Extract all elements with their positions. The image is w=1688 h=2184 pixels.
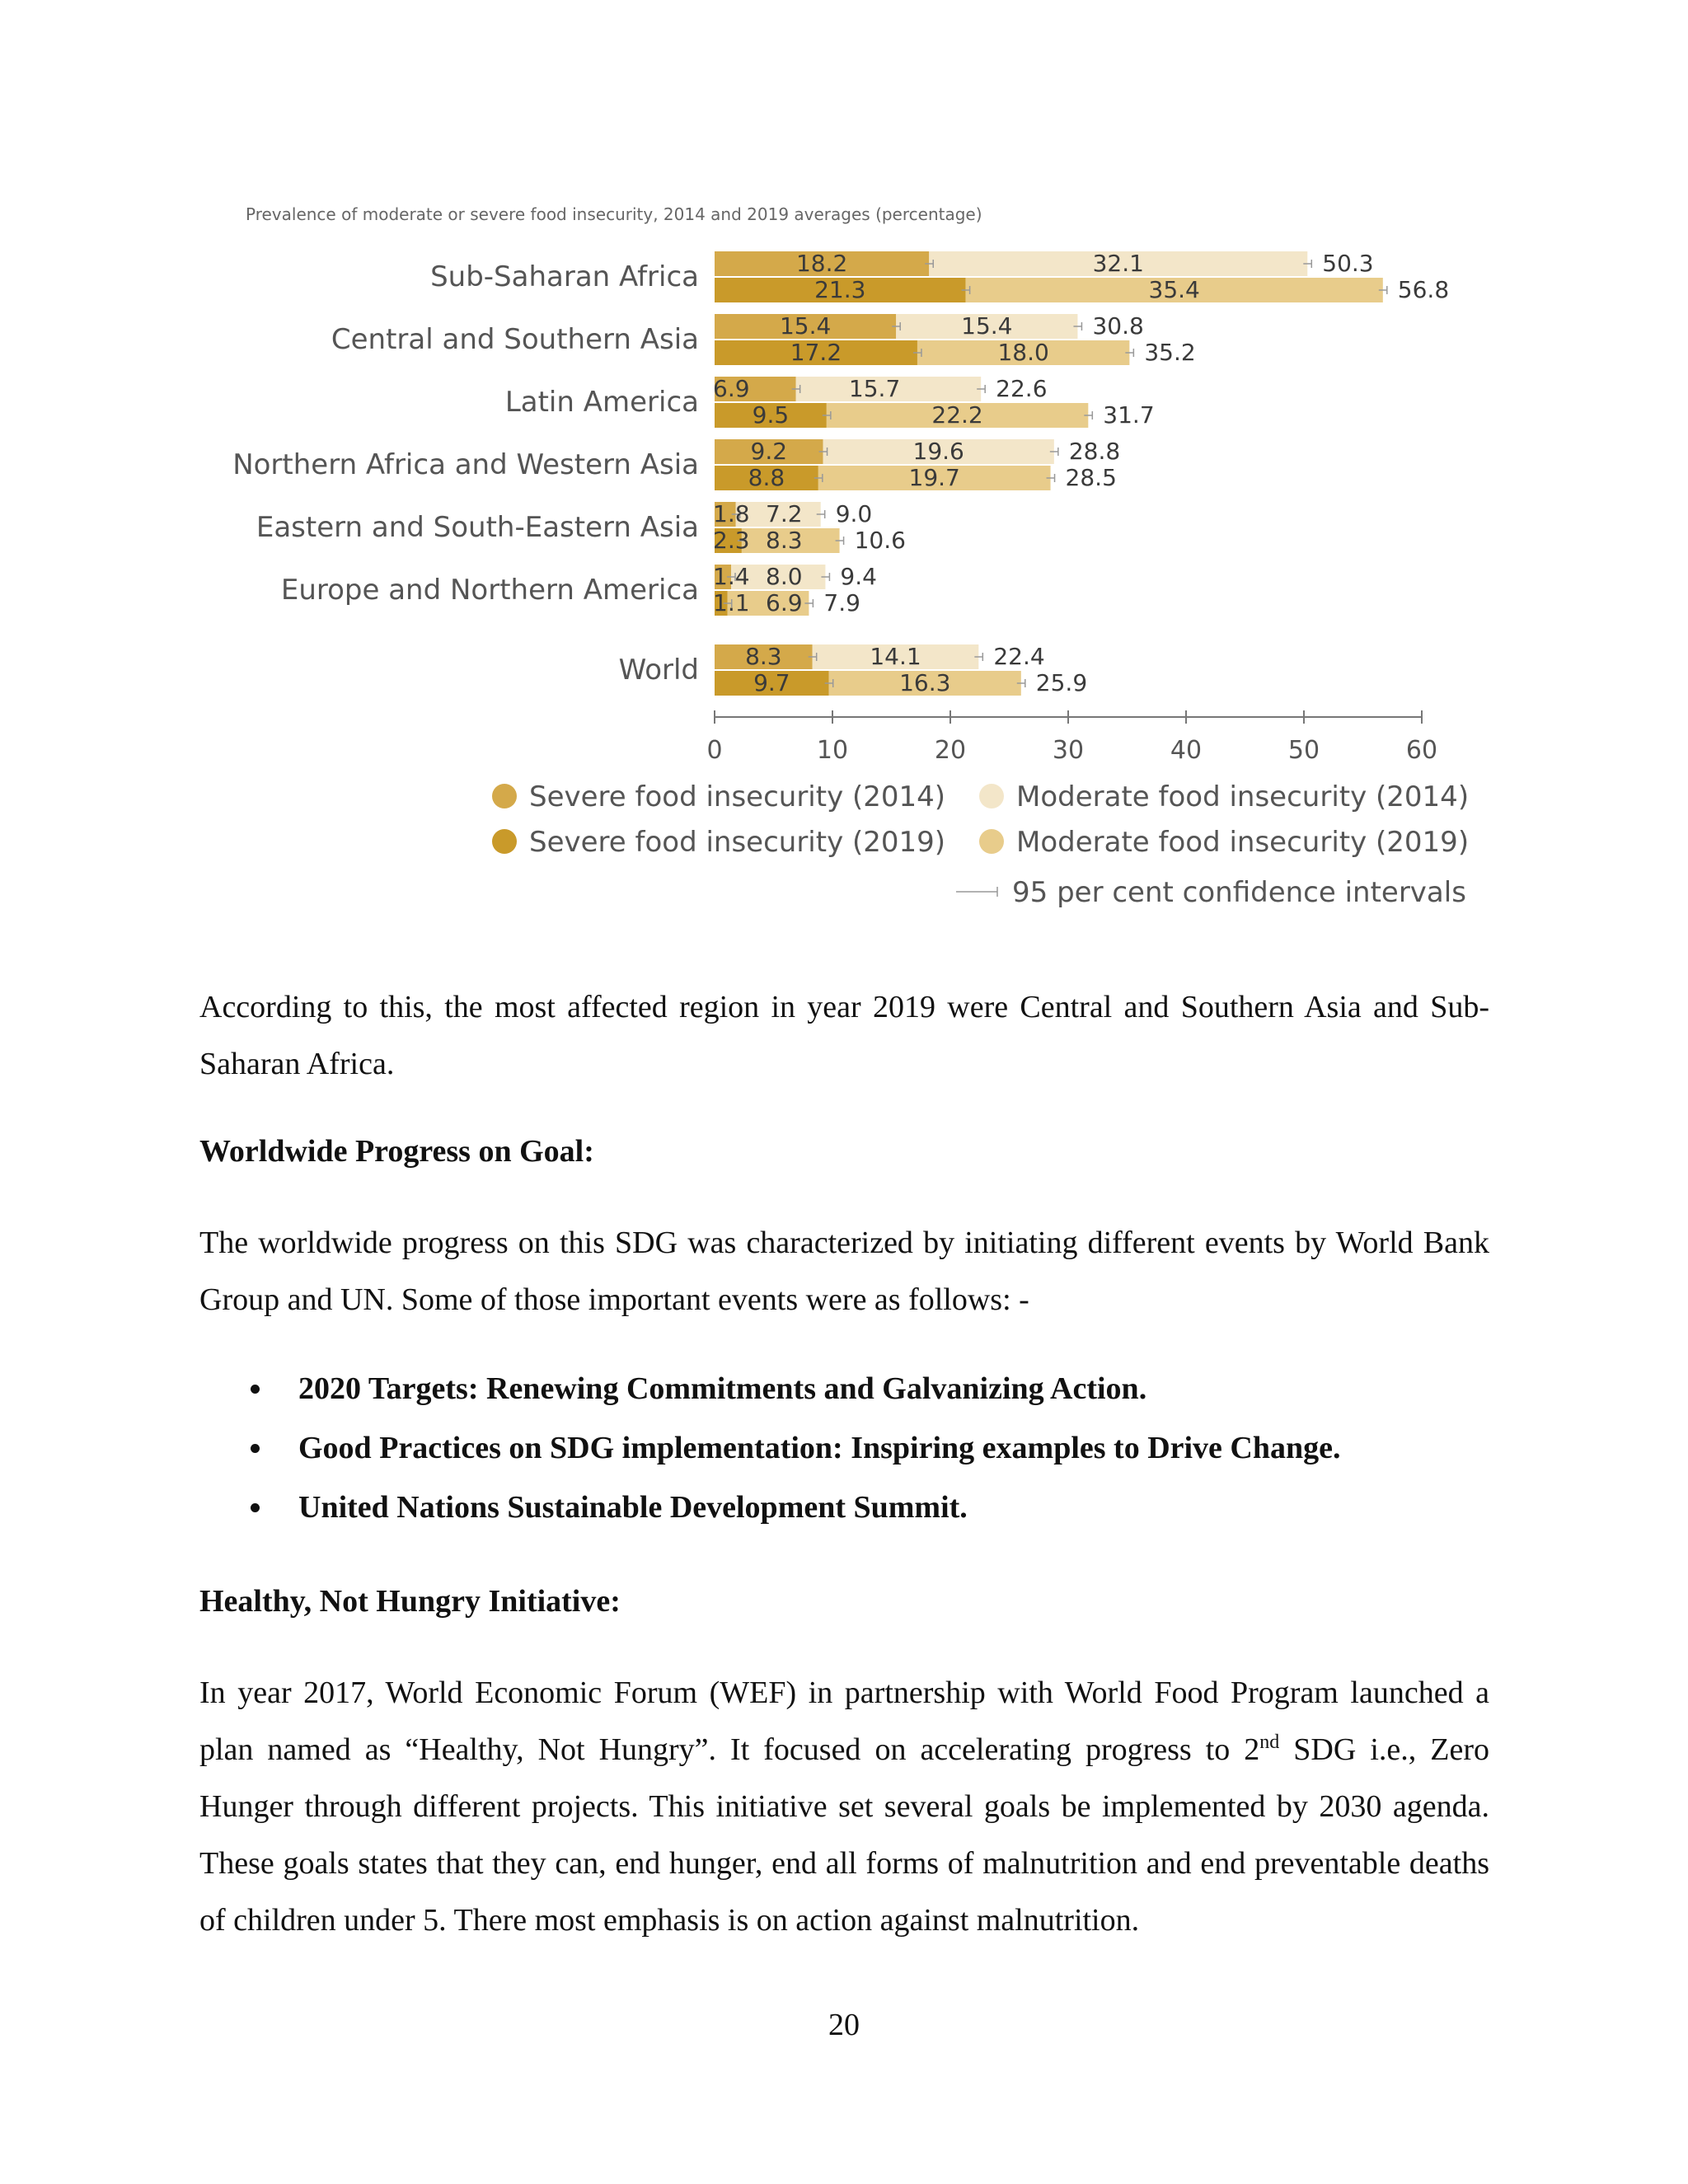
severe-value-label: 21.3 <box>814 276 866 303</box>
moderate-value-label: 35.4 <box>1148 276 1200 303</box>
moderate-value-label: 22.2 <box>931 401 983 429</box>
total-value-label: 50.3 <box>1322 250 1374 277</box>
ordinal-suffix: nd <box>1259 1732 1280 1753</box>
total-value-label: 22.4 <box>993 643 1045 670</box>
severe-value-label: 1.4 <box>713 563 750 590</box>
paragraph-healthy-not-hungry <box>199 1665 1489 1949</box>
legend-swatch <box>492 784 517 808</box>
list-item <box>199 1487 1489 1546</box>
heading-worldwide-progress: Worldwide Progress on Goal: <box>199 1134 594 1169</box>
category-label: Sub-Saharan Africa <box>430 260 699 293</box>
moderate-value-label: 14.1 <box>870 643 921 670</box>
food-insecurity-chart <box>0 0 1688 940</box>
moderate-value-label: 19.6 <box>912 438 964 465</box>
chart-svg <box>0 0 1688 940</box>
bullet-icon <box>251 1385 260 1394</box>
legend-swatch <box>492 829 517 854</box>
total-value-label: 9.4 <box>840 563 877 590</box>
paragraph-text-end: SDG i.e., Zero Hunger through different projects. This initiative set several goals be implemented by 2030 agenda. These goals states that they can, end hunger, end all forms of malnutrition and end preventable deaths of children under 5. There most emphasis is on action against malnutrition. <box>199 1732 1489 1938</box>
total-value-label: 7.9 <box>823 589 860 616</box>
events-list <box>199 1368 1489 1546</box>
moderate-value-label: 15.7 <box>848 375 901 402</box>
severe-value-label: 1.8 <box>713 500 750 527</box>
paragraph-most-affected: According to this, the most affected region in year 2019 were Central and Southern Asia and Sub-Saharan Africa. <box>199 990 1489 1081</box>
moderate-value-label: 8.0 <box>766 563 803 590</box>
heading-healthy-not-hungry: Healthy, Not Hungry Initiative: <box>199 1584 621 1619</box>
list-item-text: United Nations Sustainable Development Summit. <box>298 1490 968 1525</box>
legend-label: Severe food insecurity (2014) <box>529 780 946 813</box>
paragraph-text-start: In year 2017, World Economic Forum (WEF) in partnership with World Food Program launched a plan named as “Healthy, Not Hungry”. It focused on accelerating progress to 2 <box>199 1675 1489 1767</box>
severe-value-label: 2.3 <box>713 527 750 554</box>
total-value-label: 35.2 <box>1144 339 1196 366</box>
severe-value-label: 17.2 <box>790 339 842 366</box>
severe-value-label: 18.2 <box>795 250 848 277</box>
legend-label: Severe food insecurity (2019) <box>529 826 946 859</box>
paragraph-worldwide-progress: The worldwide progress on this SDG was characterized by initiating different events by World Bank Group and UN. Some of those important events were as follows: - <box>199 1226 1489 1317</box>
x-tick-label: 60 <box>1405 736 1438 765</box>
x-tick-label: 30 <box>1052 736 1085 765</box>
severe-value-label: 9.5 <box>752 401 790 429</box>
severe-value-label: 9.7 <box>753 669 790 696</box>
total-value-label: 9.0 <box>835 500 873 527</box>
category-label: Latin America <box>504 386 699 419</box>
total-value-label: 30.8 <box>1092 312 1144 340</box>
bullet-icon <box>251 1444 260 1453</box>
moderate-value-label: 6.9 <box>766 589 803 616</box>
moderate-value-label: 15.4 <box>961 312 1013 340</box>
x-tick-label: 40 <box>1170 736 1203 765</box>
x-tick-label: 20 <box>934 736 967 765</box>
severe-value-label: 9.2 <box>750 438 788 465</box>
list-item <box>199 1427 1489 1487</box>
severe-value-label: 8.8 <box>748 464 785 491</box>
x-tick-label: 0 <box>706 736 723 765</box>
severe-value-label: 6.9 <box>713 375 750 402</box>
moderate-value-label: 8.3 <box>766 527 803 554</box>
page-number: 20 <box>828 2008 860 2042</box>
category-label: Northern Africa and Western Asia <box>232 448 699 481</box>
legend-label: Moderate food insecurity (2014) <box>1016 780 1470 813</box>
severe-value-label: 15.4 <box>779 312 832 340</box>
severe-value-label: 1.1 <box>713 589 750 616</box>
total-value-label: 56.8 <box>1397 276 1450 303</box>
bullet-icon <box>251 1503 260 1512</box>
severe-value-label: 8.3 <box>745 643 782 670</box>
legend-swatch <box>979 829 1004 854</box>
ci-legend-label: 95 per cent confidence intervals <box>1012 876 1466 909</box>
total-value-label: 10.6 <box>854 527 906 554</box>
category-label: World <box>618 654 699 687</box>
chart-title: Prevalence of moderate or severe food insecurity, 2014 and 2019 averages (percentage) <box>246 204 982 224</box>
list-item-text: 2020 Targets: Renewing Commitments and Galvanizing Action. <box>298 1371 1147 1406</box>
list-item-text: Good Practices on SDG implementation: Inspiring examples to Drive Change. <box>298 1431 1341 1465</box>
x-tick-label: 50 <box>1287 736 1320 765</box>
legend-label: Moderate food insecurity (2019) <box>1016 826 1470 859</box>
moderate-value-label: 7.2 <box>766 500 803 527</box>
category-label: Europe and Northern America <box>280 574 699 607</box>
list-item <box>199 1368 1489 1427</box>
category-label: Eastern and South-Eastern Asia <box>256 511 699 544</box>
total-value-label: 28.5 <box>1065 464 1117 491</box>
moderate-value-label: 32.1 <box>1092 250 1144 277</box>
x-tick-label: 10 <box>816 736 849 765</box>
moderate-value-label: 19.7 <box>908 464 960 491</box>
total-value-label: 22.6 <box>996 375 1048 402</box>
category-label: Central and Southern Asia <box>331 323 699 356</box>
moderate-value-label: 18.0 <box>997 339 1049 366</box>
total-value-label: 28.8 <box>1068 438 1121 465</box>
total-value-label: 25.9 <box>1035 669 1088 696</box>
total-value-label: 31.7 <box>1103 401 1155 429</box>
moderate-value-label: 16.3 <box>899 669 951 696</box>
legend-swatch <box>979 784 1004 808</box>
